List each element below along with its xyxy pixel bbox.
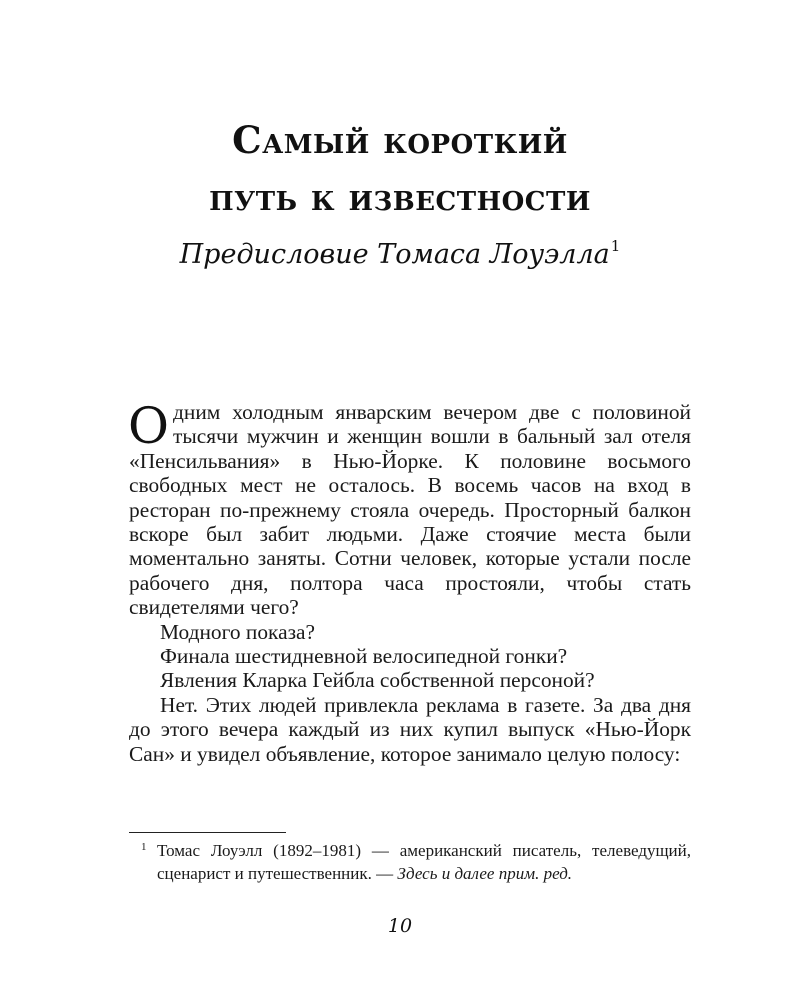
chapter-title-line-1: Самый короткий bbox=[232, 118, 568, 162]
chapter-subtitle bbox=[0, 226, 800, 275]
paragraph-2: Модного показа? bbox=[160, 619, 316, 644]
footnote-marker: 1 bbox=[141, 841, 147, 853]
footnote bbox=[129, 840, 691, 885]
chapter-title bbox=[0, 112, 800, 226]
paragraph-1-text: дним холодным январским вечером две с половиной тысячи мужчин и женщин вошли в бальный зал отеля «Пенсильвания» в Нью-Йорке. К половине восьмого свободных мест не осталось. В восемь часов на вход в ресторан по-прежнему стояла очередь. Просторный балкон вскоре был забит людьми. Даже стоячие места были моментально заняты. Сотни человек, которые устали после рабочего дня, полтора часа простояли, чтобы стать свидетелями чего? bbox=[129, 400, 691, 620]
paragraph-4: Явления Кларка Гейбла собственной персоной? bbox=[160, 668, 595, 693]
footnote-body: Томас Лоуэлл (1892–1981) — американский писатель, телеведущий, сценарист и путешественник. — bbox=[157, 841, 691, 883]
paragraph-5: Нет. Этих людей привлекла реклама в газете. За два дня до этого вечера каждый из них купил выпуск «Нью-Йорк Сан» и увидел объявление, которое занимало целую полосу: bbox=[129, 692, 691, 766]
footnote-editor-note: Здесь и далее прим. ред. bbox=[397, 863, 573, 883]
footnote-reference: 1 bbox=[610, 237, 621, 255]
footnote-divider bbox=[129, 832, 286, 833]
footnote-text bbox=[157, 840, 691, 885]
paragraph-1 bbox=[128, 397, 691, 620]
chapter-title-line-2: путь к известности bbox=[209, 175, 591, 219]
subtitle-text: Предисловие Томаса Лоуэлла bbox=[179, 239, 610, 270]
body-text bbox=[128, 397, 691, 766]
page-number: 10 bbox=[387, 915, 413, 937]
drop-cap: О bbox=[128, 397, 169, 455]
paragraph-3: Финала шестидневной велосипедной гонки? bbox=[160, 644, 568, 669]
